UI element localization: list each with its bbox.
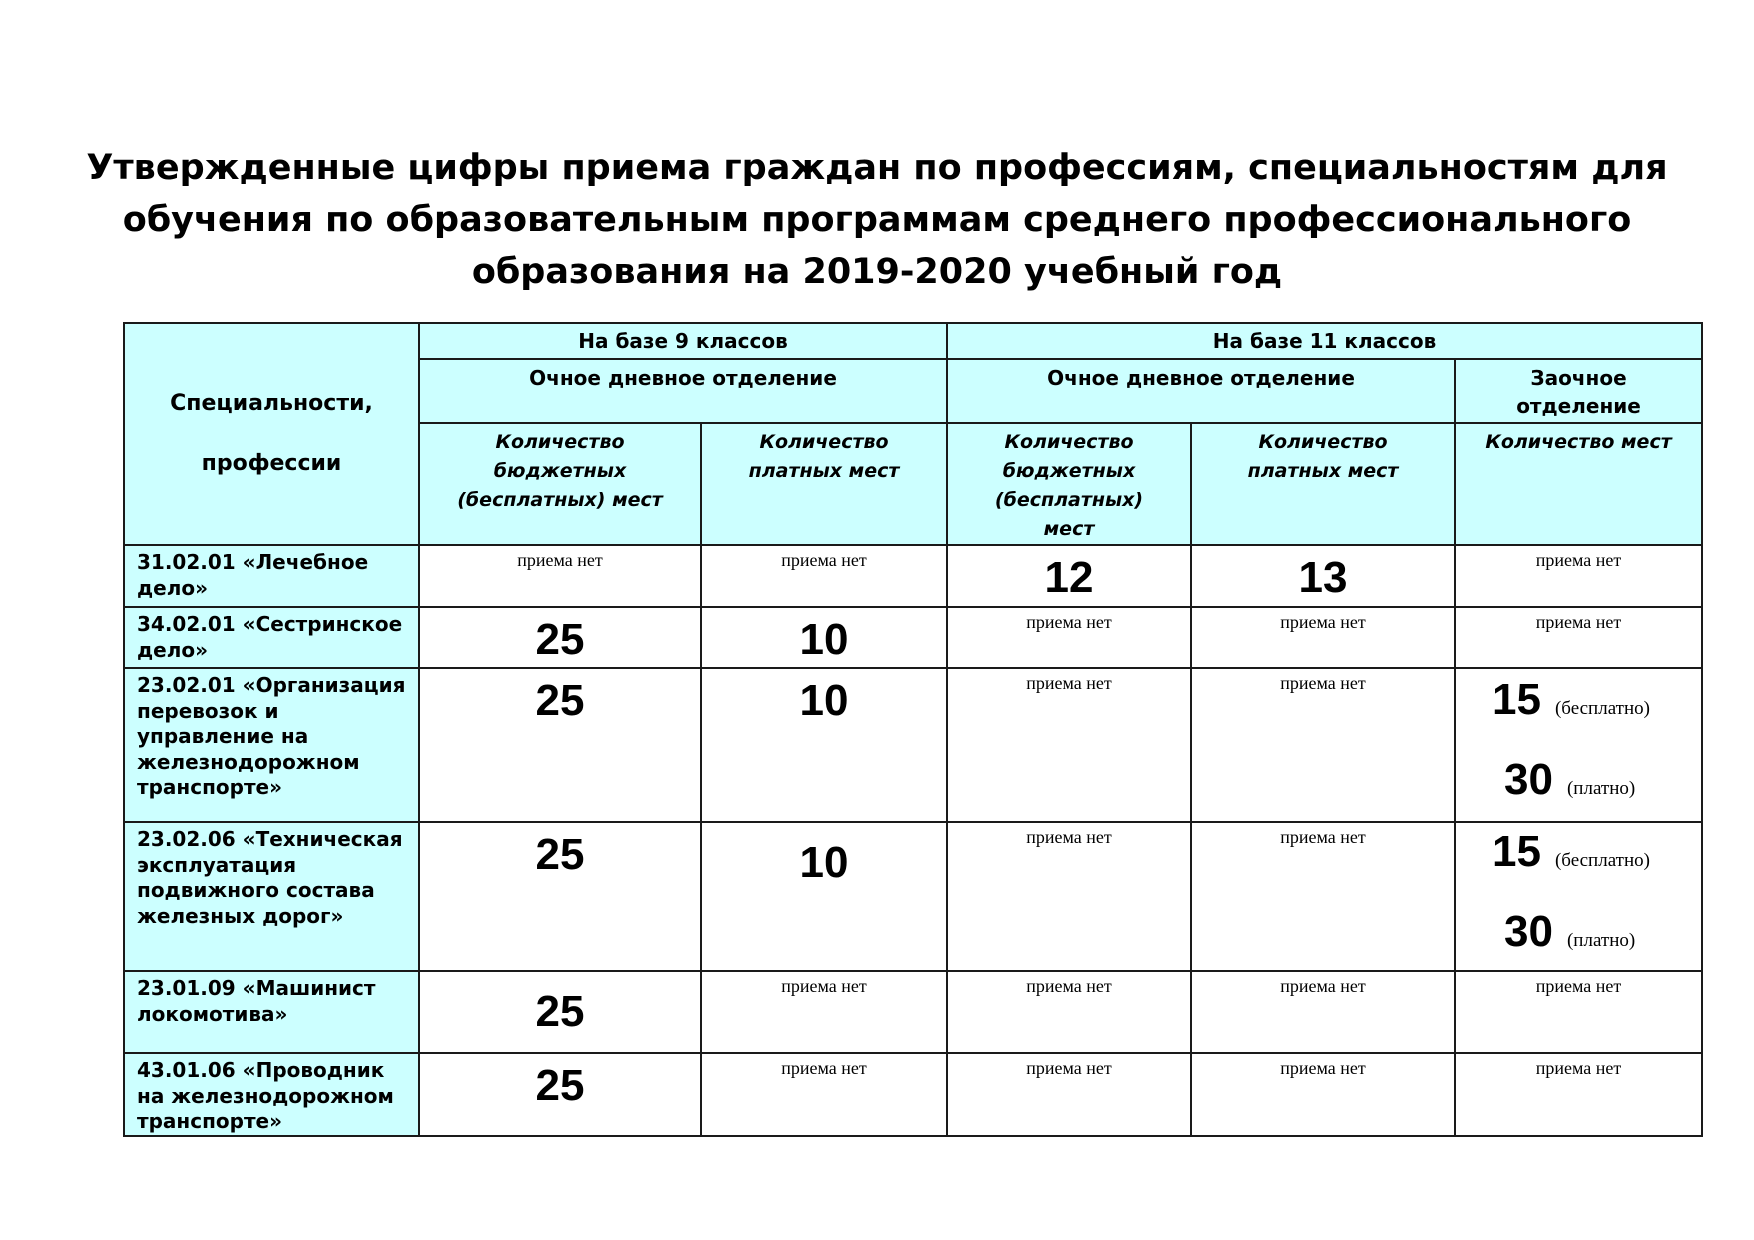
header-specialties [124,323,419,545]
cell-budget-9 [419,607,701,668]
header-budget-11-line-3: (бесплатных) [994,489,1144,511]
paid-note: (платно) [1566,778,1636,799]
cell-budget-11 [947,971,1191,1053]
table-row [124,971,1702,1053]
header-budget-11-line-2: бюджетных [1002,460,1136,482]
row-specialty: 34.02.01 «Сестринское дело» [124,607,419,668]
cell-paid-11 [1191,971,1455,1053]
cell-budget-9 [419,668,701,822]
table-row [124,545,1702,607]
cell-correspondence [1455,668,1702,822]
paid-note: (платно) [1566,930,1636,951]
cell-value: приема нет [1026,976,1112,996]
correspondence-free [1456,823,1701,877]
cell-value: приема нет [1280,612,1366,632]
cell-value: 25 [535,987,585,1036]
header-budget-9-line-2: бюджетных [493,460,627,482]
header-base-9: На базе 9 классов [419,323,947,359]
cell-correspondence [1455,545,1702,607]
row-specialty: 31.02.01 «Лечебное дело» [124,545,419,607]
cell-value: 10 [799,838,849,887]
header-budget-9-line-1: Количество [495,431,625,453]
paid-count: 30 [1504,755,1553,804]
cell-budget-11 [947,822,1191,971]
cell-budget-9 [419,971,701,1053]
paid-count: 30 [1504,907,1553,956]
cell-value: приема нет [1535,1058,1622,1078]
cell-paid-9 [701,822,947,971]
header-paid-11-line-1: Количество [1258,431,1388,453]
row-specialty: 23.02.06 «Техническая эксплуатация подвижного состава железных дорог» [124,822,419,971]
header-row-1 [124,323,1702,359]
cell-paid-9 [701,668,947,822]
cell-value: приема нет [1280,976,1366,996]
cell-value: 25 [535,1061,585,1110]
row-specialty: 43.01.06 «Проводник на железнодорожном транспорте» [124,1053,419,1136]
table-row [124,668,1702,822]
header-specialties-line-1: Специальности, [170,391,373,416]
header-base-11: На базе 11 классов [947,323,1702,359]
cell-correspondence [1455,822,1702,971]
header-paid-11-line-2: платных мест [1247,460,1399,482]
header-paid-9-line-2: платных мест [748,460,900,482]
cell-value: 25 [535,615,585,664]
cell-budget-11 [947,545,1191,607]
table-row [124,1053,1702,1136]
cell-paid-9 [701,971,947,1053]
correspondence-paid [1456,725,1701,805]
cell-value: приема нет [1535,976,1622,996]
row-specialty: 23.02.01 «Организация перевозок и управление на железнодорожном транспорте» [124,668,419,822]
cell-paid-11 [1191,607,1455,668]
cell-paid-9 [701,545,947,607]
title-line-1: Утвержденные цифры приема граждан по профессиям, специальностям для [86,148,1668,188]
cell-value: 25 [535,676,585,725]
header-budget-11-line-1: Количество [1004,431,1134,453]
header-budget-11-line-4: мест [1043,518,1095,540]
row-specialty: 23.01.09 «Машинист локомотива» [124,971,419,1053]
cell-value: приема нет [781,550,867,570]
cell-value: приема нет [1535,550,1622,570]
table-row [124,607,1702,668]
cell-value: приема нет [1026,1058,1112,1078]
free-note: (бесплатно) [1554,850,1650,871]
cell-budget-11 [947,1053,1191,1136]
free-count: 15 [1492,675,1541,724]
header-correspondence [1455,359,1702,423]
cell-paid-11 [1191,1053,1455,1136]
cell-value: приема нет [517,550,603,570]
header-paid-9-line-1: Количество [759,431,889,453]
free-note: (бесплатно) [1554,698,1650,719]
title-line-3: образования на 2019-2020 учебный год [471,252,1283,292]
header-fulltime-11: Очное дневное отделение [947,359,1455,423]
cell-budget-9 [419,545,701,607]
cell-value: приема нет [1280,1058,1366,1078]
cell-value: приема нет [1280,827,1366,847]
cell-value: приема нет [781,1058,867,1078]
correspondence-paid [1456,877,1701,957]
cell-value: 12 [1044,553,1094,602]
cell-budget-11 [947,607,1191,668]
cell-value: приема нет [781,976,867,996]
correspondence-free [1456,669,1701,725]
cell-paid-9 [701,607,947,668]
header-budget-9-line-3: (бесплатных) мест [457,489,663,511]
cell-value: приема нет [1280,673,1366,693]
cell-paid-11 [1191,545,1455,607]
cell-value: приема нет [1026,827,1112,847]
cell-paid-11 [1191,822,1455,971]
header-paid-11 [1191,423,1455,545]
cell-paid-11 [1191,668,1455,822]
header-fulltime-9: Очное дневное отделение [419,359,947,423]
free-count: 15 [1492,827,1541,876]
header-budget-11 [947,423,1191,545]
cell-value: приема нет [1535,612,1622,632]
cell-correspondence [1455,1053,1702,1136]
cell-value: 13 [1298,553,1348,602]
cell-budget-9 [419,822,701,971]
cell-correspondence [1455,971,1702,1053]
cell-correspondence [1455,607,1702,668]
header-paid-9 [701,423,947,545]
cell-value: приема нет [1026,612,1112,632]
title-line-2: обучения по образовательным программам среднего профессионального [122,200,1632,240]
cell-budget-9 [419,1053,701,1136]
cell-value: 10 [799,615,849,664]
header-correspondence-places: Количество мест [1455,423,1702,545]
cell-paid-9 [701,1053,947,1136]
document-title [40,142,1714,298]
cell-budget-11 [947,668,1191,822]
cell-value: 10 [799,676,849,725]
header-specialties-line-2: профессии [201,451,342,476]
cell-value: приема нет [1026,673,1112,693]
header-budget-9 [419,423,701,545]
table-row [124,822,1702,971]
header-correspondence-line-1: Заочное [1530,366,1627,390]
admission-table [123,322,1703,1137]
cell-value: 25 [535,830,585,879]
header-correspondence-line-2: отделение [1516,394,1641,418]
